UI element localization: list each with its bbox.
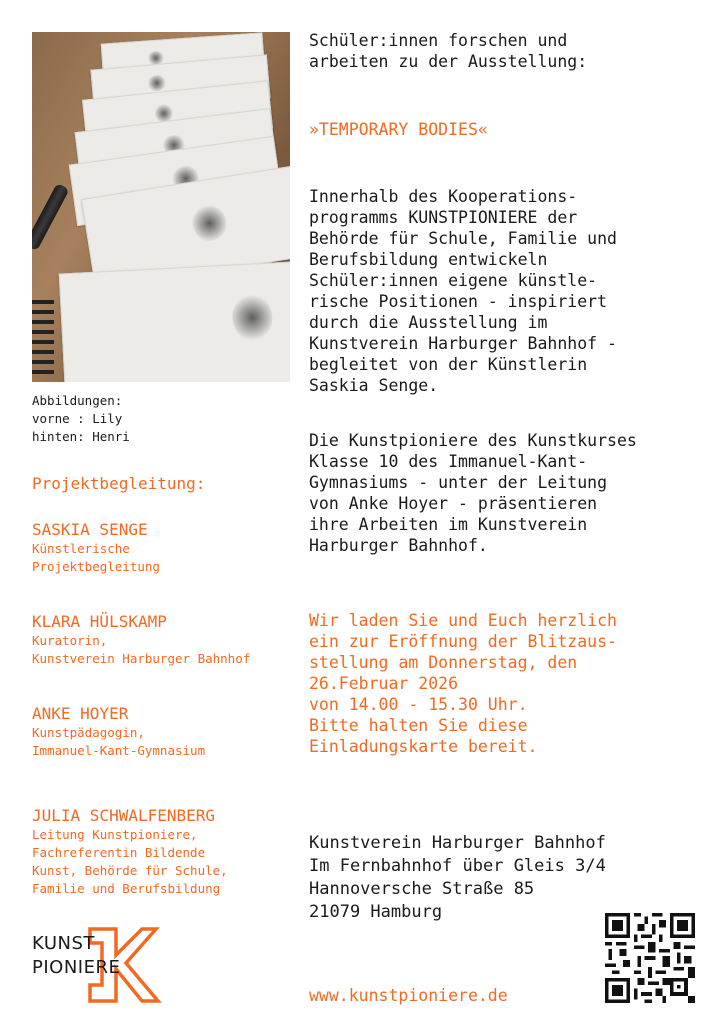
invitation-line: Einladungskarte bereit. [309,737,538,756]
sketch-figure-icon [147,74,166,92]
paragraph-1 [309,186,617,396]
paragraph-line: von Anke Hoyer - präsentieren [309,494,598,513]
paragraph-line: Saskia Senge. [309,376,439,395]
person-role: Familie und Berufsbildung [32,881,221,896]
venue-address [309,832,606,924]
intro-line: Schüler:innen forschen und [309,31,568,50]
sketch-figure-icon [231,294,273,342]
address-line: Hannoversche Straße 85 [309,879,535,899]
person-name: KLARA HÜLSKAMP [32,612,167,631]
invitation-line: Wir laden Sie und Euch herzlich [309,611,617,630]
website-link[interactable]: www.kunstpioniere.de [309,986,508,1005]
image-caption [32,392,130,446]
person-role: Fachreferentin Bildende [32,845,206,860]
projektbegleitung-heading: Projektbegleitung: [32,474,206,493]
caption-line: hinten: Henri [32,429,130,444]
paragraph-2 [309,430,637,556]
paragraph-line: durch die Ausstellung im [309,313,548,332]
caption-line: Abbildungen: [32,393,123,408]
person-role: Kunstverein Harburger Bahnhof [32,651,251,666]
person-role: Immanuel-Kant-Gymnasium [32,743,206,758]
person-name: JULIA SCHWALFENBERG [32,806,216,825]
exhibition-title: »TEMPORARY BODIES« [309,120,488,139]
invitation-line: Bitte halten Sie diese [309,716,528,735]
person-name: SASKIA SENGE [32,520,148,539]
person-anke-hoyer [32,704,205,760]
person-role: Künstlerische [32,541,130,556]
paragraph-line: Klasse 10 des Immanuel-Kant- [309,452,588,471]
caption-line: vorne : Lily [32,411,123,426]
invitation-line: von 14.00 - 15.30 Uhr. [309,695,528,714]
person-role: Leitung Kunstpioniere, [32,827,198,842]
paragraph-line: rische Positionen - inspiriert [309,292,608,311]
address-line: Kunstverein Harburger Bahnhof [309,833,606,853]
paragraph-line: programms KUNSTPIONIERE der [309,208,578,227]
paragraph-line: Behörde für Schule, Familie und [309,229,617,248]
invitation-line: ein zur Eröffnung der Blitzaus- [309,632,617,651]
paragraph-line: Innerhalb des Kooperations- [309,187,578,206]
invitation-line: 26.Februar 2026 [309,674,459,693]
qr-code-icon[interactable] [605,913,695,1003]
address-line: 21079 Hamburg [309,902,443,922]
paragraph-line: begleitet von der Künstlerin [309,355,588,374]
person-klara-huelskamp [32,612,250,668]
paragraph-line: Die Kunstpioniere des Kunstkurses [309,431,637,450]
kunstpioniere-logo [32,925,162,1005]
sketch-sheet [59,260,290,382]
person-role: Projektbegleitung [32,559,160,574]
intro-line: arbeiten zu der Ausstellung: [309,52,588,71]
sketch-figure-icon [190,203,229,244]
person-name: ANKE HOYER [32,704,129,723]
intro-text [309,30,587,72]
paragraph-line: Harburger Bahnhof. [309,536,488,555]
paragraph-line: Gymnasiums - unter der Leitung [309,473,608,492]
person-role: Kunstpädagogin, [32,725,145,740]
logo-line-2: PIONIERE [32,957,121,978]
paragraph-line: ihre Arbeiten im Kunstverein [309,515,588,534]
person-role: Kunst, Behörde für Schule, [32,863,228,878]
paragraph-line: Kunstverein Harburger Bahnhof - [309,334,617,353]
invitation-text [309,610,617,757]
person-saskia-senge [32,520,160,576]
person-julia-schwalfenberg [32,806,228,898]
spiral-binding-icon [32,294,54,374]
paragraph-line: Schüler:innen eigene künstle- [309,271,598,290]
person-role: Kuratorin, [32,633,108,648]
address-line: Im Fernbahnhof über Gleis 3/4 [309,856,606,876]
invitation-line: stellung am Donnerstag, den [309,653,578,672]
artwork-photo [32,32,290,382]
paragraph-line: Berufsbildung entwickeln [309,250,548,269]
logo-line-1: KUNST [32,933,95,954]
pen-icon [32,183,70,251]
